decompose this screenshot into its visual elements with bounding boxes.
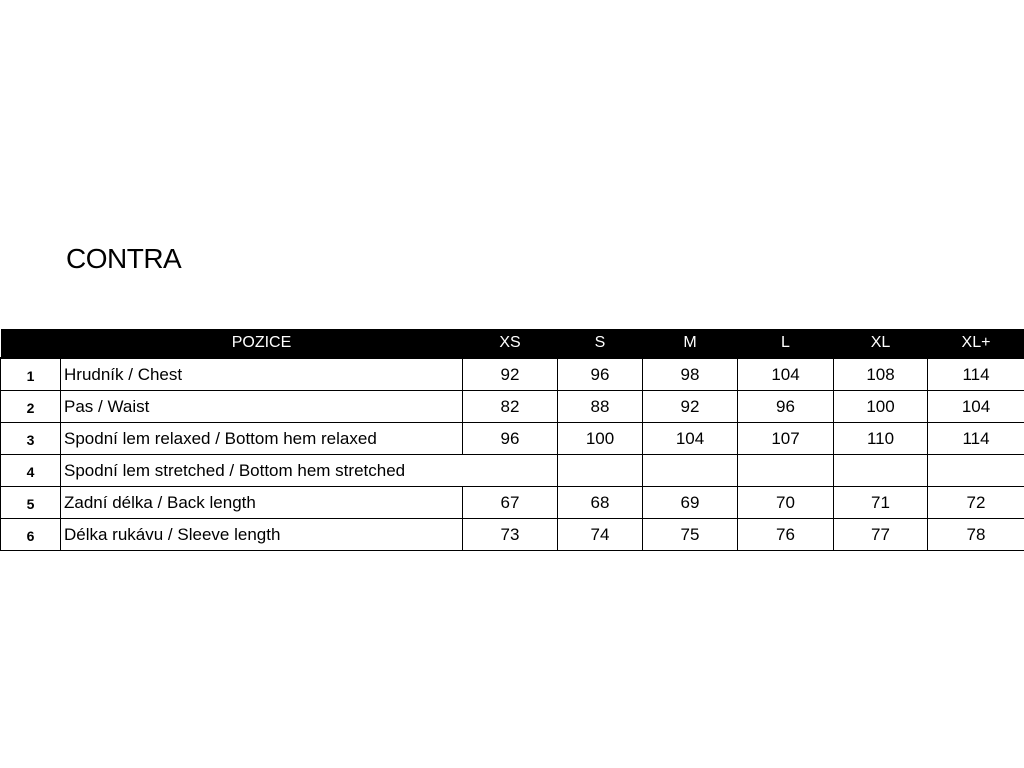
cell-value: [834, 455, 928, 487]
header-size-m: M: [643, 329, 738, 358]
table-row: [1, 455, 1024, 487]
cell-value: [643, 455, 738, 487]
cell-value: 92: [643, 391, 738, 423]
cell-value: 100: [558, 423, 643, 455]
cell-value: 104: [928, 391, 1024, 423]
cell-value: 107: [738, 423, 834, 455]
row-label: Zadní délka / Back length: [61, 487, 463, 519]
cell-value: 108: [834, 358, 928, 391]
cell-value: 76: [738, 519, 834, 551]
cell-value: [738, 455, 834, 487]
page-title: CONTRA: [66, 243, 182, 274]
table-row: [1, 487, 1024, 519]
table-row: [1, 391, 1024, 423]
row-number: 2: [1, 391, 61, 423]
cell-value: 92: [463, 358, 558, 391]
cell-value: 100: [834, 391, 928, 423]
table-row: [1, 519, 1024, 551]
row-label: Délka rukávu / Sleeve length: [61, 519, 463, 551]
cell-value: 70: [738, 487, 834, 519]
cell-value: 104: [643, 423, 738, 455]
cell-value: 98: [643, 358, 738, 391]
cell-value: 78: [928, 519, 1024, 551]
row-number: 1: [1, 358, 61, 391]
row-label: Hrudník / Chest: [61, 358, 463, 391]
header-spacer: [1, 329, 61, 358]
cell-value: 110: [834, 423, 928, 455]
table-row: [1, 423, 1024, 455]
row-label: Spodní lem relaxed / Bottom hem relaxed: [61, 423, 463, 455]
cell-value: 69: [643, 487, 738, 519]
cell-value: 73: [463, 519, 558, 551]
cell-value: 74: [558, 519, 643, 551]
table-header-row: [1, 329, 1024, 358]
cell-value: 72: [928, 487, 1024, 519]
cell-value: 71: [834, 487, 928, 519]
cell-value: [463, 455, 558, 487]
cell-value: [928, 455, 1024, 487]
cell-value: 96: [738, 391, 834, 423]
header-size-xl-plus: XL+: [928, 329, 1024, 358]
row-number: 5: [1, 487, 61, 519]
header-size-xl: XL: [834, 329, 928, 358]
cell-value: 104: [738, 358, 834, 391]
cell-value: 88: [558, 391, 643, 423]
cell-value: 75: [643, 519, 738, 551]
cell-value: 114: [928, 423, 1024, 455]
header-size-xs: XS: [463, 329, 558, 358]
row-number: 6: [1, 519, 61, 551]
table-row: [1, 358, 1024, 391]
header-position: POZICE: [61, 329, 463, 358]
row-label: Spodní lem stretched / Bottom hem stretched: [61, 455, 463, 487]
size-chart-table: [0, 329, 1024, 551]
cell-value: 77: [834, 519, 928, 551]
header-size-l: L: [738, 329, 834, 358]
cell-value: 68: [558, 487, 643, 519]
row-number: 4: [1, 455, 61, 487]
cell-value: 114: [928, 358, 1024, 391]
cell-value: 67: [463, 487, 558, 519]
header-size-s: S: [558, 329, 643, 358]
cell-value: [558, 455, 643, 487]
row-label: Pas / Waist: [61, 391, 463, 423]
cell-value: 96: [558, 358, 643, 391]
cell-value: 82: [463, 391, 558, 423]
cell-value: 96: [463, 423, 558, 455]
row-number: 3: [1, 423, 61, 455]
